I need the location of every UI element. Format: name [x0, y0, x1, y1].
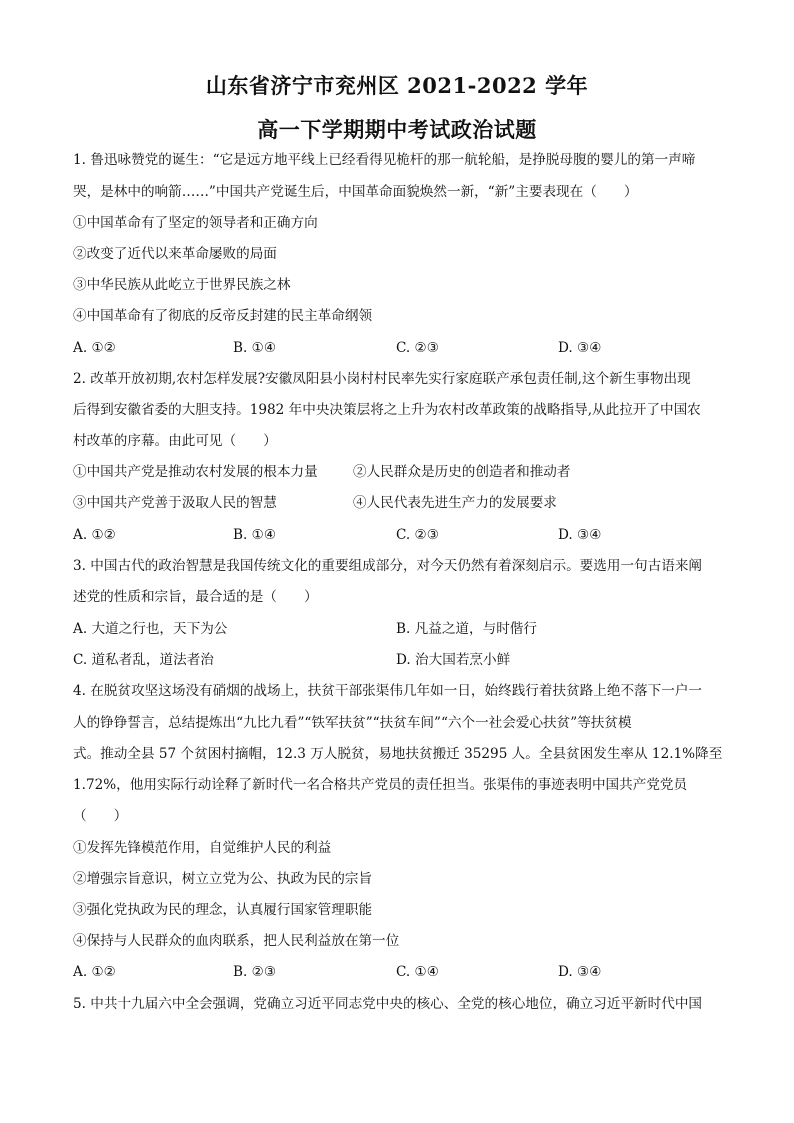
- q1-option-c: C. ②③: [396, 340, 439, 356]
- q2-option-c: C. ②③: [396, 527, 439, 543]
- q1-statement-2: ②改变了近代以来革命屡败的局面: [73, 246, 277, 262]
- q2-option-b: B. ①④: [233, 527, 277, 543]
- q1-statement-4: ④中国革命有了彻底的反帝反封建的民主革命纲领: [73, 308, 373, 324]
- q5-stem-line1: 5. 中共十九届六中全会强调，党确立习近平同志党中央的核心、全党的核心地位，确立习近平新时代中国: [73, 996, 703, 1012]
- q4-option-a: A. ①②: [73, 964, 116, 980]
- exam-title-line2: 高一下学期期中考试政治试题: [257, 117, 537, 142]
- q1-stem-line1: 1. 鲁迅咏赞党的诞生：“它是远方地平线上已经看得见桅杆的那一航轮船，是挣脱母腹的婴儿的第一声啼: [73, 152, 696, 168]
- q3-option-b: B. 凡益之道，与时偕行: [396, 621, 537, 637]
- exam-title-line1: 山东省济宁市兖州区 2021-2022 学年: [205, 73, 589, 98]
- q2-statement-2: ②人民群众是历史的创造者和推动者: [353, 464, 571, 480]
- q1-option-a: A. ①②: [73, 340, 116, 356]
- q4-stem-line5: （ ）: [73, 808, 128, 824]
- q4-option-d: D. ③④: [558, 964, 602, 980]
- q3-option-d: D. 治大国若烹小鲜: [396, 652, 511, 668]
- q1-option-b: B. ①④: [233, 340, 277, 356]
- q3-stem-line1: 3. 中国古代的政治智慧是我国传统文化的重要组成部分，对今天仍然有着深刻启示。要选用一句古语来阐: [73, 558, 703, 574]
- q4-stem-line2: 人的铮铮誓言，总结提炼出“九比九看”“铁军扶贫”“扶贫车间”“六个一社会爱心扶贫”等扶贫模: [73, 715, 632, 731]
- q3-option-c: C. 道私者乱，道法者治: [73, 652, 214, 668]
- q3-stem-line2: 述党的性质和宗旨，最合适的是（ ）: [73, 589, 318, 605]
- q2-option-a: A. ①②: [73, 527, 116, 543]
- q4-statement-4: ④保持与人民群众的血肉联系，把人民利益放在第一位: [73, 933, 400, 949]
- q4-statement-2: ②增强宗旨意识，树立立党为公、执政为民的宗旨: [73, 871, 373, 887]
- q1-statement-3: ③中华民族从此屹立于世界民族之林: [73, 277, 291, 293]
- q4-stem-line1: 4. 在脱贫攻坚这场没有硝烟的战场上，扶贫干部张渠伟几年如一日，始终践行着扶贫路上绝不落下一户一: [73, 683, 703, 699]
- q1-option-d: D. ③④: [558, 340, 602, 356]
- q1-stem-line2: 哭，是林中的响箭……”中国共产党诞生后，中国革命面貌焕然一新，“新”主要表现在（ ）: [73, 184, 638, 200]
- q4-statement-1: ①发挥先锋模范作用，自觉维护人民的利益: [73, 840, 332, 856]
- q4-option-b: B. ②③: [233, 964, 277, 980]
- q2-option-d: D. ③④: [558, 527, 602, 543]
- q4-stem-line4: 1.72%，他用实际行动诠释了新时代一名合格共产党员的责任担当。张渠伟的事迹表明中国共产党党员: [73, 777, 688, 793]
- q2-statement-1: ①中国共产党是推动农村发展的根本力量: [73, 464, 318, 480]
- q3-option-a: A. 大道之行也，天下为公: [73, 621, 228, 637]
- q2-statement-4: ④人民代表先进生产力的发展要求: [353, 495, 557, 511]
- q2-statement-3: ③中国共产党善于汲取人民的智慧: [73, 495, 277, 511]
- q2-stem-line2: 后得到安徽省委的大胆支持。1982 年中央决策层将之上升为农村改革政策的战略指导,从此拉开了中国农: [73, 402, 701, 418]
- q2-stem-line3: 村改革的序幕。由此可见（ ）: [73, 433, 277, 449]
- q4-stem-line3: 式。推动全县 57 个贫困村摘帽，12.3 万人脱贫，易地扶贫搬迁 35295 人。全县贫困发生率从 12.1%降至: [73, 746, 723, 762]
- q4-option-c: C. ①④: [396, 964, 439, 980]
- q2-stem-line1: 2. 改革开放初期,农村怎样发展?安徽凤阳县小岗村村民率先实行家庭联产承包责任制,这个新生事物出现: [73, 371, 691, 387]
- q4-statement-3: ③强化党执政为民的理念，认真履行国家管理职能: [73, 902, 373, 918]
- q1-statement-1: ①中国革命有了坚定的领导者和正确方向: [73, 215, 318, 231]
